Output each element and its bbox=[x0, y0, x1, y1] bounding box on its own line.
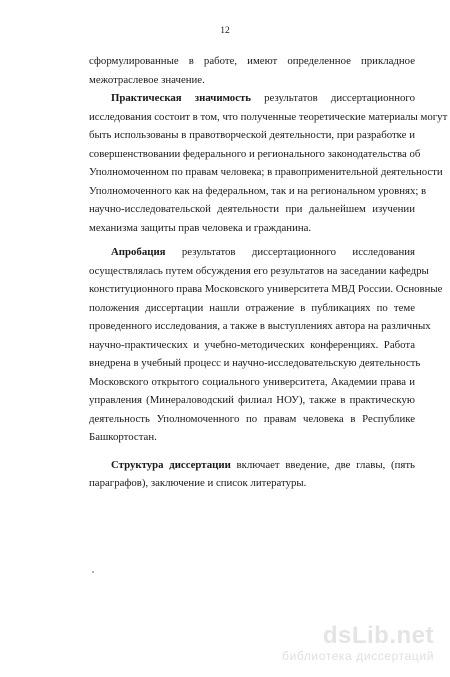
line-text: Московского открытого социального университета, Академии права и bbox=[89, 375, 415, 388]
text-line bbox=[89, 474, 415, 493]
text-line bbox=[89, 126, 415, 145]
line-text: научно-исследовательской деятельности при дальнейшем изучении bbox=[89, 203, 415, 215]
text-line bbox=[89, 410, 415, 429]
line-text: включает введение, две главы, (пять bbox=[230, 458, 415, 471]
line-text: Башкортостан. bbox=[89, 431, 157, 443]
text-line bbox=[89, 317, 431, 336]
paragraph-continuation bbox=[89, 52, 415, 89]
scan-speck bbox=[92, 571, 94, 573]
text-line bbox=[89, 108, 448, 127]
text-line bbox=[89, 71, 415, 90]
page-number: 12 bbox=[220, 26, 230, 36]
text-line bbox=[89, 182, 427, 201]
text-line bbox=[89, 428, 415, 447]
line-text: исследования состоит в том, что полученные теоретические материалы могут bbox=[89, 110, 448, 123]
text-line bbox=[89, 163, 443, 182]
line-text: научно-практических и учебно-методических конференциях. Работа bbox=[89, 338, 415, 351]
paragraph-significance bbox=[89, 89, 448, 237]
line-text: сформулированные в работе, имеют определенное прикладное bbox=[89, 55, 415, 67]
text-line bbox=[89, 145, 421, 164]
watermark bbox=[282, 623, 434, 663]
line-text: осуществлялась путем обсуждения его результатов на заседании кафедры bbox=[89, 264, 429, 277]
text-line bbox=[89, 391, 415, 410]
line-text: проведенного исследования, а также в выступлениях автора на различных bbox=[89, 320, 431, 332]
text-line bbox=[89, 280, 443, 299]
line-text: межотраслевое значение. bbox=[89, 73, 205, 86]
line-text: Уполномоченного как на федеральном, так и на региональном уровнях; в bbox=[89, 184, 427, 197]
watermark-subtitle: библиотека диссертаций bbox=[282, 649, 434, 663]
line-text: деятельность Уполномоченного по правам человека в Республике bbox=[89, 412, 415, 425]
bold-term: Структура диссертации bbox=[111, 458, 231, 471]
paragraph-structure bbox=[89, 456, 415, 493]
line-text: механизма защиты прав человека и гражданина. bbox=[89, 221, 312, 234]
line-text: конституционного права Московского университета МВД России. Основные bbox=[89, 283, 443, 295]
paragraph-approbation bbox=[89, 243, 443, 447]
bold-term: Апробация bbox=[111, 246, 166, 258]
line-text: Уполномоченном по правам человека; в правоприменительной деятельности bbox=[89, 166, 443, 178]
text-line bbox=[89, 219, 415, 238]
bold-term: Практическая значимость bbox=[111, 92, 252, 104]
line-text: управления (Минераловодский филиал НОУ), также в практическую bbox=[89, 394, 415, 406]
line-text: быть использованы в правотворческой деятельности, при разработке и bbox=[89, 129, 415, 141]
line-text: совершенствовании федерального и регионального законодательства об bbox=[89, 147, 421, 160]
text-line bbox=[89, 89, 415, 108]
line-text: внедрена в учебный процесс и научно-исследовательскую деятельность bbox=[89, 357, 421, 369]
text-line bbox=[89, 262, 429, 281]
text-line bbox=[89, 354, 421, 373]
text-line bbox=[89, 200, 415, 219]
line-text: результатов диссертационного исследования bbox=[165, 246, 415, 258]
text-line bbox=[89, 373, 415, 392]
document-body bbox=[89, 52, 448, 493]
watermark-logo: dsLib.net bbox=[322, 622, 434, 649]
text-line bbox=[89, 243, 415, 262]
text-line bbox=[89, 456, 415, 475]
text-line bbox=[89, 299, 415, 318]
line-text: параграфов), заключение и список литературы. bbox=[89, 477, 307, 489]
line-text: положения диссертации нашли отражение в публикациях по теме bbox=[89, 301, 415, 314]
text-line bbox=[89, 336, 415, 355]
text-line bbox=[89, 52, 415, 71]
line-text: результатов диссертационного bbox=[251, 92, 415, 104]
